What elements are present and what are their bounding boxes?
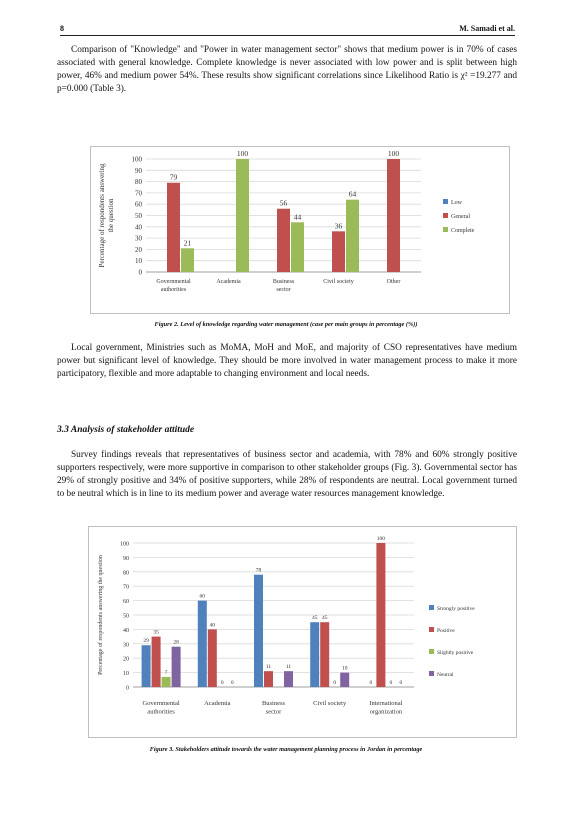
legend-swatch: [429, 627, 434, 632]
figure-2-chart: [90, 146, 510, 314]
x-tick-label: Business: [272, 279, 295, 285]
bar-positive: [320, 622, 329, 687]
data-label: 21: [183, 238, 192, 248]
bar-strongly-positive: [254, 575, 263, 687]
bar-general: [167, 183, 180, 272]
header-rule: [60, 35, 515, 36]
figure-2-caption: Figure 2. Level of knowledge regarding water management (case per main groups in percentage (%)): [154, 321, 418, 328]
data-label: 28: [173, 639, 179, 646]
y-tick-label: 80: [123, 570, 129, 577]
y-tick-label: 70: [123, 584, 129, 591]
x-tick-label: sector: [276, 287, 291, 293]
bar-strongly-positive: [198, 601, 207, 687]
y-tick-label: 60: [135, 200, 142, 209]
data-label: 60: [199, 593, 206, 600]
bar-complete: [181, 248, 194, 272]
bar-complete: [346, 200, 359, 272]
bar-complete: [291, 222, 304, 272]
running-head-authors: M. Samadi et al.: [459, 24, 515, 33]
data-label: 100: [236, 149, 249, 158]
legend-entry: Low: [451, 200, 462, 206]
y-tick-label: 10: [135, 257, 142, 266]
page-number: 8: [60, 24, 64, 33]
y-axis-label: Percentage of respondents answering the question: [98, 555, 104, 675]
data-label: 36: [334, 221, 343, 231]
y-tick-label: 30: [123, 642, 129, 649]
data-label: 29: [143, 638, 149, 645]
x-tick-label: Civil society: [323, 279, 354, 285]
data-label: 44: [293, 212, 302, 222]
data-label: 64: [348, 189, 357, 199]
data-label: 11: [265, 664, 272, 671]
data-label: 78: [255, 567, 262, 574]
y-tick-label: 30: [135, 234, 142, 243]
knowledge-bar-chart: [91, 147, 509, 313]
y-tick-label: 60: [123, 599, 129, 606]
x-tick-label: Business: [261, 700, 286, 707]
x-tick-label: authorities: [147, 708, 175, 716]
paragraph-knowledge-power: Comparison of "Knowledge" and "Power in water management sector" shows that medium power is in 70% of cases associated with general knowledge. Complete knowledge is never associated with low power and is split between high power, 46% and medium power 54%. These results show significant correlations since Likelihood Ratio is χ² =19.277 and p=0.000 (Table 3).: [57, 45, 517, 94]
figure-3-caption: Figure 3. Stakeholders attitude towards the water management planning process in Jordan in percentage: [149, 746, 423, 753]
y-tick-label: 90: [123, 555, 129, 562]
data-label: 0: [230, 680, 234, 686]
y-tick-label: 40: [123, 627, 129, 634]
bar-positive: [208, 629, 217, 687]
data-label: 35: [153, 629, 159, 636]
bar-strongly-positive: [142, 645, 151, 687]
x-tick-label: Civil society: [313, 700, 347, 707]
bar-neutral: [284, 671, 293, 687]
bar-positive: [376, 543, 385, 687]
legend-entry: Complete: [451, 228, 475, 234]
data-label: 100: [387, 149, 400, 158]
data-label: 40: [209, 622, 216, 629]
y-tick-label: 90: [135, 166, 142, 175]
y-axis-label: Percentage of respondents answering: [98, 163, 106, 268]
data-label: 45: [321, 615, 328, 622]
y-tick-label: 20: [135, 245, 142, 254]
bar-general: [332, 231, 345, 272]
data-label: 0: [399, 680, 403, 686]
section-heading: 3.3 Analysis of stakeholder attitude: [57, 425, 195, 435]
data-label: 45: [311, 615, 318, 622]
legend-entry: Neutral: [437, 672, 454, 678]
legend-swatch: [429, 649, 434, 654]
figure-3-chart: [88, 526, 517, 738]
legend-entry: Slightly positive: [437, 650, 474, 656]
x-tick-label: sector: [265, 708, 282, 716]
y-tick-label: 100: [120, 541, 129, 548]
y-tick-label: 0: [126, 685, 129, 692]
x-tick-label: Governmental: [156, 279, 191, 285]
bar-strongly-positive: [310, 622, 319, 687]
y-tick-label: 40: [135, 223, 142, 232]
legend-swatch: [443, 213, 448, 218]
bar-positive: [264, 671, 273, 687]
x-tick-label: Governmental: [142, 700, 180, 707]
y-tick-label: 50: [123, 613, 129, 620]
legend-entry: Strongly positive: [437, 606, 475, 612]
y-tick-label: 50: [135, 212, 142, 220]
y-tick-label: 0: [138, 268, 142, 277]
legend-swatch: [443, 199, 448, 204]
y-axis-label: the question: [107, 198, 115, 233]
y-tick-label: 10: [123, 671, 129, 678]
bar-slightly-positive: [162, 677, 171, 687]
legend-swatch: [443, 227, 448, 232]
paragraph-local-government: Local government, Ministries such as MoMA, MoH and MoE, and majority of CSO representatives have medium power but significant level of knowledge. They should be more involved in water management process to make it more participatory, flexible and more adaptable to changing environment and local needs.: [57, 343, 517, 379]
data-label: 0: [369, 680, 373, 686]
attitude-bar-chart: [89, 527, 516, 737]
x-tick-label: International: [369, 700, 403, 707]
x-tick-label: Academia: [204, 700, 231, 707]
data-label: 11: [285, 664, 292, 671]
x-tick-label: Academia: [216, 279, 241, 285]
legend-entry: General: [451, 214, 470, 220]
y-tick-label: 100: [131, 155, 142, 164]
data-label: 0: [389, 680, 393, 686]
data-label: 56: [279, 198, 288, 208]
x-tick-label: organization: [369, 708, 403, 716]
data-label: 0: [333, 680, 337, 686]
bar-complete: [236, 159, 249, 272]
data-label: 10: [341, 665, 348, 672]
data-label: 100: [376, 536, 386, 542]
data-label: 79: [169, 172, 178, 182]
y-tick-label: 70: [135, 189, 142, 198]
y-tick-label: 20: [123, 656, 129, 663]
x-tick-label: Other: [386, 279, 401, 285]
legend-swatch: [429, 605, 434, 610]
legend-swatch: [429, 671, 434, 676]
bar-general: [277, 209, 290, 272]
bar-neutral: [172, 647, 181, 687]
y-tick-label: 80: [135, 178, 142, 187]
paragraph-survey-findings: Survey findings reveals that representatives of business sector and academia, with 78% and 60% strongly positive supporters respectively, were more supportive in comparison to other stakeholder groups (Fig. 3). Governmental sector has 29% of strongly positive and 34% of positive supporters, while 28% of respondents are neutral. Local government turned to be neutral which is in line to its medium power and average water resources management knowledge.: [57, 450, 517, 499]
bar-neutral: [340, 673, 349, 687]
legend-entry: Positive: [437, 628, 455, 634]
data-label: 7: [164, 669, 168, 676]
x-tick-label: authorities: [160, 287, 187, 293]
bar-general: [387, 159, 400, 272]
data-label: 0: [220, 680, 224, 686]
bar-positive: [152, 637, 161, 687]
